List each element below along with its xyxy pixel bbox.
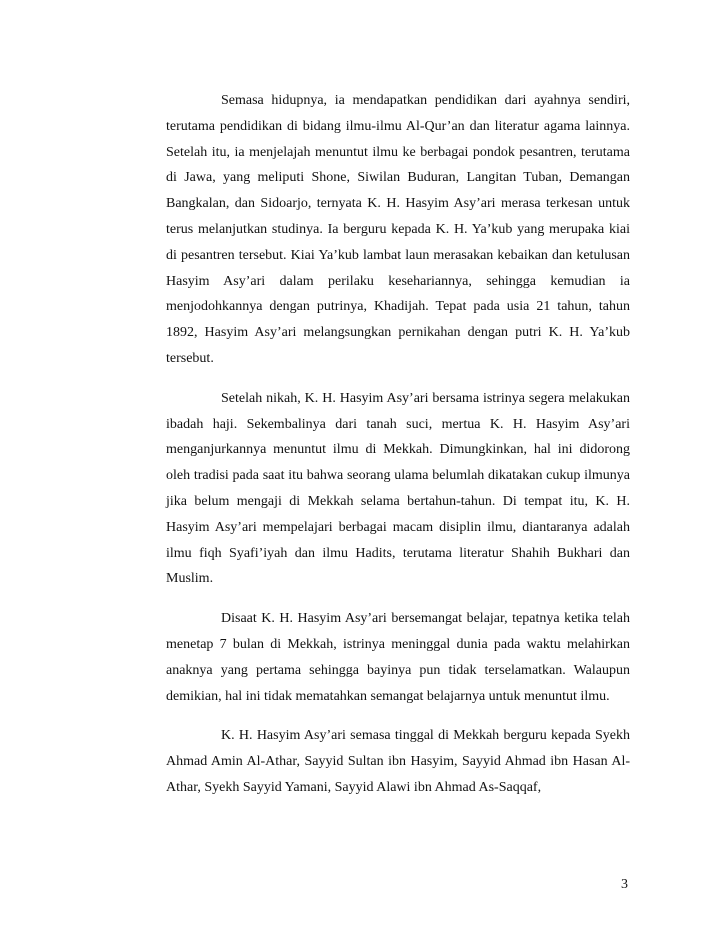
page-number: 3	[621, 877, 628, 892]
paragraph-1: Semasa hidupnya, ia mendapatkan pendidikan dari ayahnya sendiri, terutama pendidikan di bidang ilmu-ilmu Al-Qur’an dan literatur agama lainnya. Setelah itu, ia menjelajah menuntut ilmu ke berbagai pondok pesantren, terutama di Jawa, yang meliputi Shone, Siwilan Buduran, Langitan Tuban, Demangan Bangkalan, dan Sidoarjo, ternyata K. H. Hasyim Asy’ari merasa terkesan untuk terus melanjutkan studinya. Ia berguru kepada K. H. Ya’kub yang merupaka kiai di pesantren tersebut. Kiai Ya’kub lambat laun merasakan kebaikan dan ketulusan Hasyim Asy’ari dalam perilaku kesehariannya, sehingga kemudian ia menjodohkannya dengan putrinya, Khadijah. Tepat pada usia 21 tahun, tahun 1892, Hasyim Asy’ari melangsungkan pernikahan dengan putri K. H. Ya’kub tersebut.	[166, 93, 630, 366]
paragraph-3: Disaat K. H. Hasyim Asy’ari bersemangat belajar, tepatnya ketika telah menetap 7 bulan di Mekkah, istrinya meninggal dunia pada waktu melahirkan anaknya yang pertama sehingga bayinya pun tidak terselamatkan. Walaupun demikian, hal ini tidak mematahkan semangat belajarnya untuk menuntut ilmu.	[166, 611, 630, 704]
body-text	[166, 88, 630, 815]
paragraph-2: Setelah nikah, K. H. Hasyim Asy’ari bersama istrinya segera melakukan ibadah haji. Sekembalinya dari tanah suci, mertua K. H. Hasyim Asy’ari menganjurkannya menuntut ilmu di Mekkah. Dimungkinkan, hal ini didorong oleh tradisi pada saat itu bahwa seorang ulama belumlah dikatakan cukup ilmunya jika belum mengaji di Mekkah selama bertahun-tahun. Di tempat itu, K. H. Hasyim Asy’ari mempelajari berbagai macam disiplin ilmu, diantaranya adalah ilmu fiqh Syafi’iyah dan ilmu Hadits, terutama literatur Shahih Bukhari dan Muslim.	[166, 390, 630, 587]
paragraph-4: K. H. Hasyim Asy’ari semasa tinggal di Mekkah berguru kepada Syekh Ahmad Amin Al-Athar, Sayyid Sultan ibn Hasyim, Sayyid Ahmad ibn Hasan Al-Athar, Syekh Sayyid Yamani, Sayyid Alawi ibn Ahmad As-Saqqaf,	[166, 728, 630, 795]
